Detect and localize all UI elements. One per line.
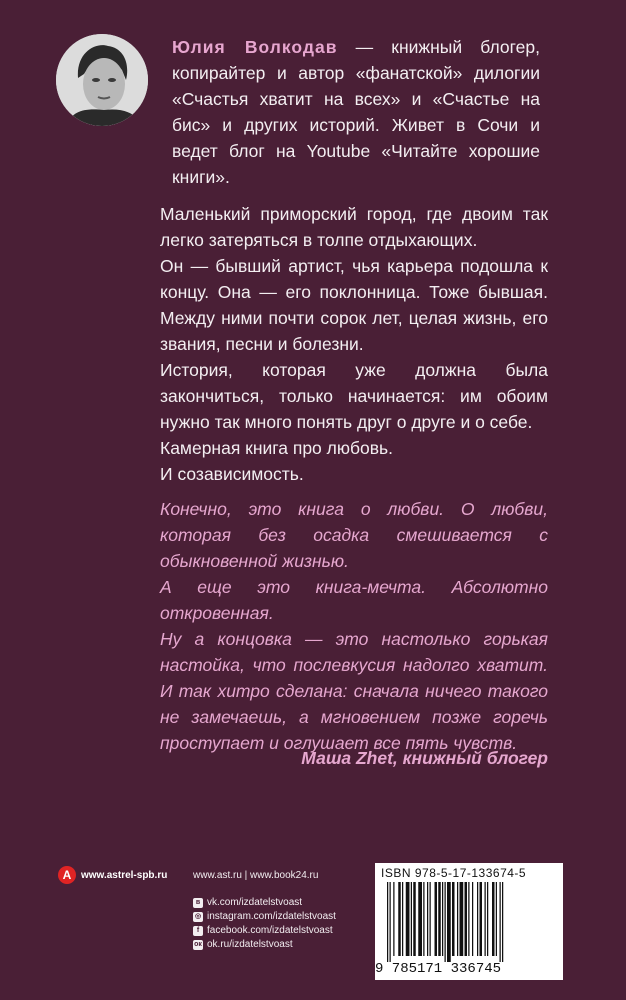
quote-paragraph: А еще это книга-мечта. Абсолютно откровенная. [160, 577, 548, 623]
description-paragraph: История, которая уже должна была закончиться, только начинается: им обоим нужно так много понять друг о друге и о себе. [160, 360, 548, 432]
websites[interactable]: www.ast.ru | www.book24.ru [193, 870, 319, 881]
review-quote [160, 496, 548, 768]
facebook-icon: f [193, 926, 203, 936]
description-paragraph: Камерная книга про любовь. [160, 438, 394, 458]
footer [0, 860, 626, 1000]
quote-author: Маша Zhet, книжный блогер [301, 748, 548, 768]
isbn-text: ISBN 978-5-17-133674-5 [381, 866, 527, 880]
quote-paragraph: Ну а концовка — это настолько горькая настойка, что послевкусия надолго хватит. И так хитро сделана: сначала ничего такого не замечаешь, а мгновением позже горечь проступает и оглушает все пять чувств. [160, 629, 548, 753]
ean-digits: 9 785171 336745 [375, 961, 502, 977]
instagram-icon: ◎ [194, 913, 202, 920]
publisher-link[interactable] [58, 866, 167, 884]
quote-paragraph: Конечно, это книга о любви. О любви, которая без осадка смешивается с обыкновенной жизнью. [160, 499, 548, 571]
author-bio-text: — книжный блогер, копирайтер и автор «фанатской» дилогии «Счастья хватит на всех» и «Счастье на бис» и других историй. Живет в Сочи и ведет блог на Youtube «Читайте хорошие книги». [172, 37, 540, 187]
book-description [160, 201, 548, 487]
social-link-facebook[interactable] [193, 924, 336, 938]
author-name: Юлия Волкодав [172, 37, 338, 57]
ok-icon: ок [194, 941, 202, 948]
vk-icon: в [193, 898, 203, 908]
social-links [193, 896, 336, 952]
social-link-instagram[interactable] [193, 910, 336, 924]
description-paragraph: И созависимость. [160, 464, 304, 484]
description-paragraph: Он — бывший артист, чья карьера подошла к концу. Она — его поклонница. Тоже бывшая. Между ними почти сорок лет, целая жизнь, его звания, песни и болезни. [160, 256, 548, 354]
social-link-text: facebook.com/izdatelstvoast [207, 925, 333, 936]
barcode-box [375, 863, 563, 980]
author-photo [56, 34, 148, 126]
astrel-logo-icon: A [58, 866, 76, 884]
barcode-icon [383, 882, 555, 962]
author-bio [172, 34, 540, 190]
social-link-ok[interactable] [193, 938, 336, 952]
description-paragraph: Маленький приморский город, где двоим так легко затеряться в толпе отдыхающих. [160, 204, 548, 250]
social-link-vk[interactable] [193, 896, 336, 910]
social-link-text: vk.com/izdatelstvoast [207, 897, 303, 908]
publisher-site: www.astrel-spb.ru [81, 869, 168, 881]
social-link-text: ok.ru/izdatelstvoast [207, 939, 293, 950]
social-link-text: instagram.com/izdatelstvoast [207, 911, 336, 922]
